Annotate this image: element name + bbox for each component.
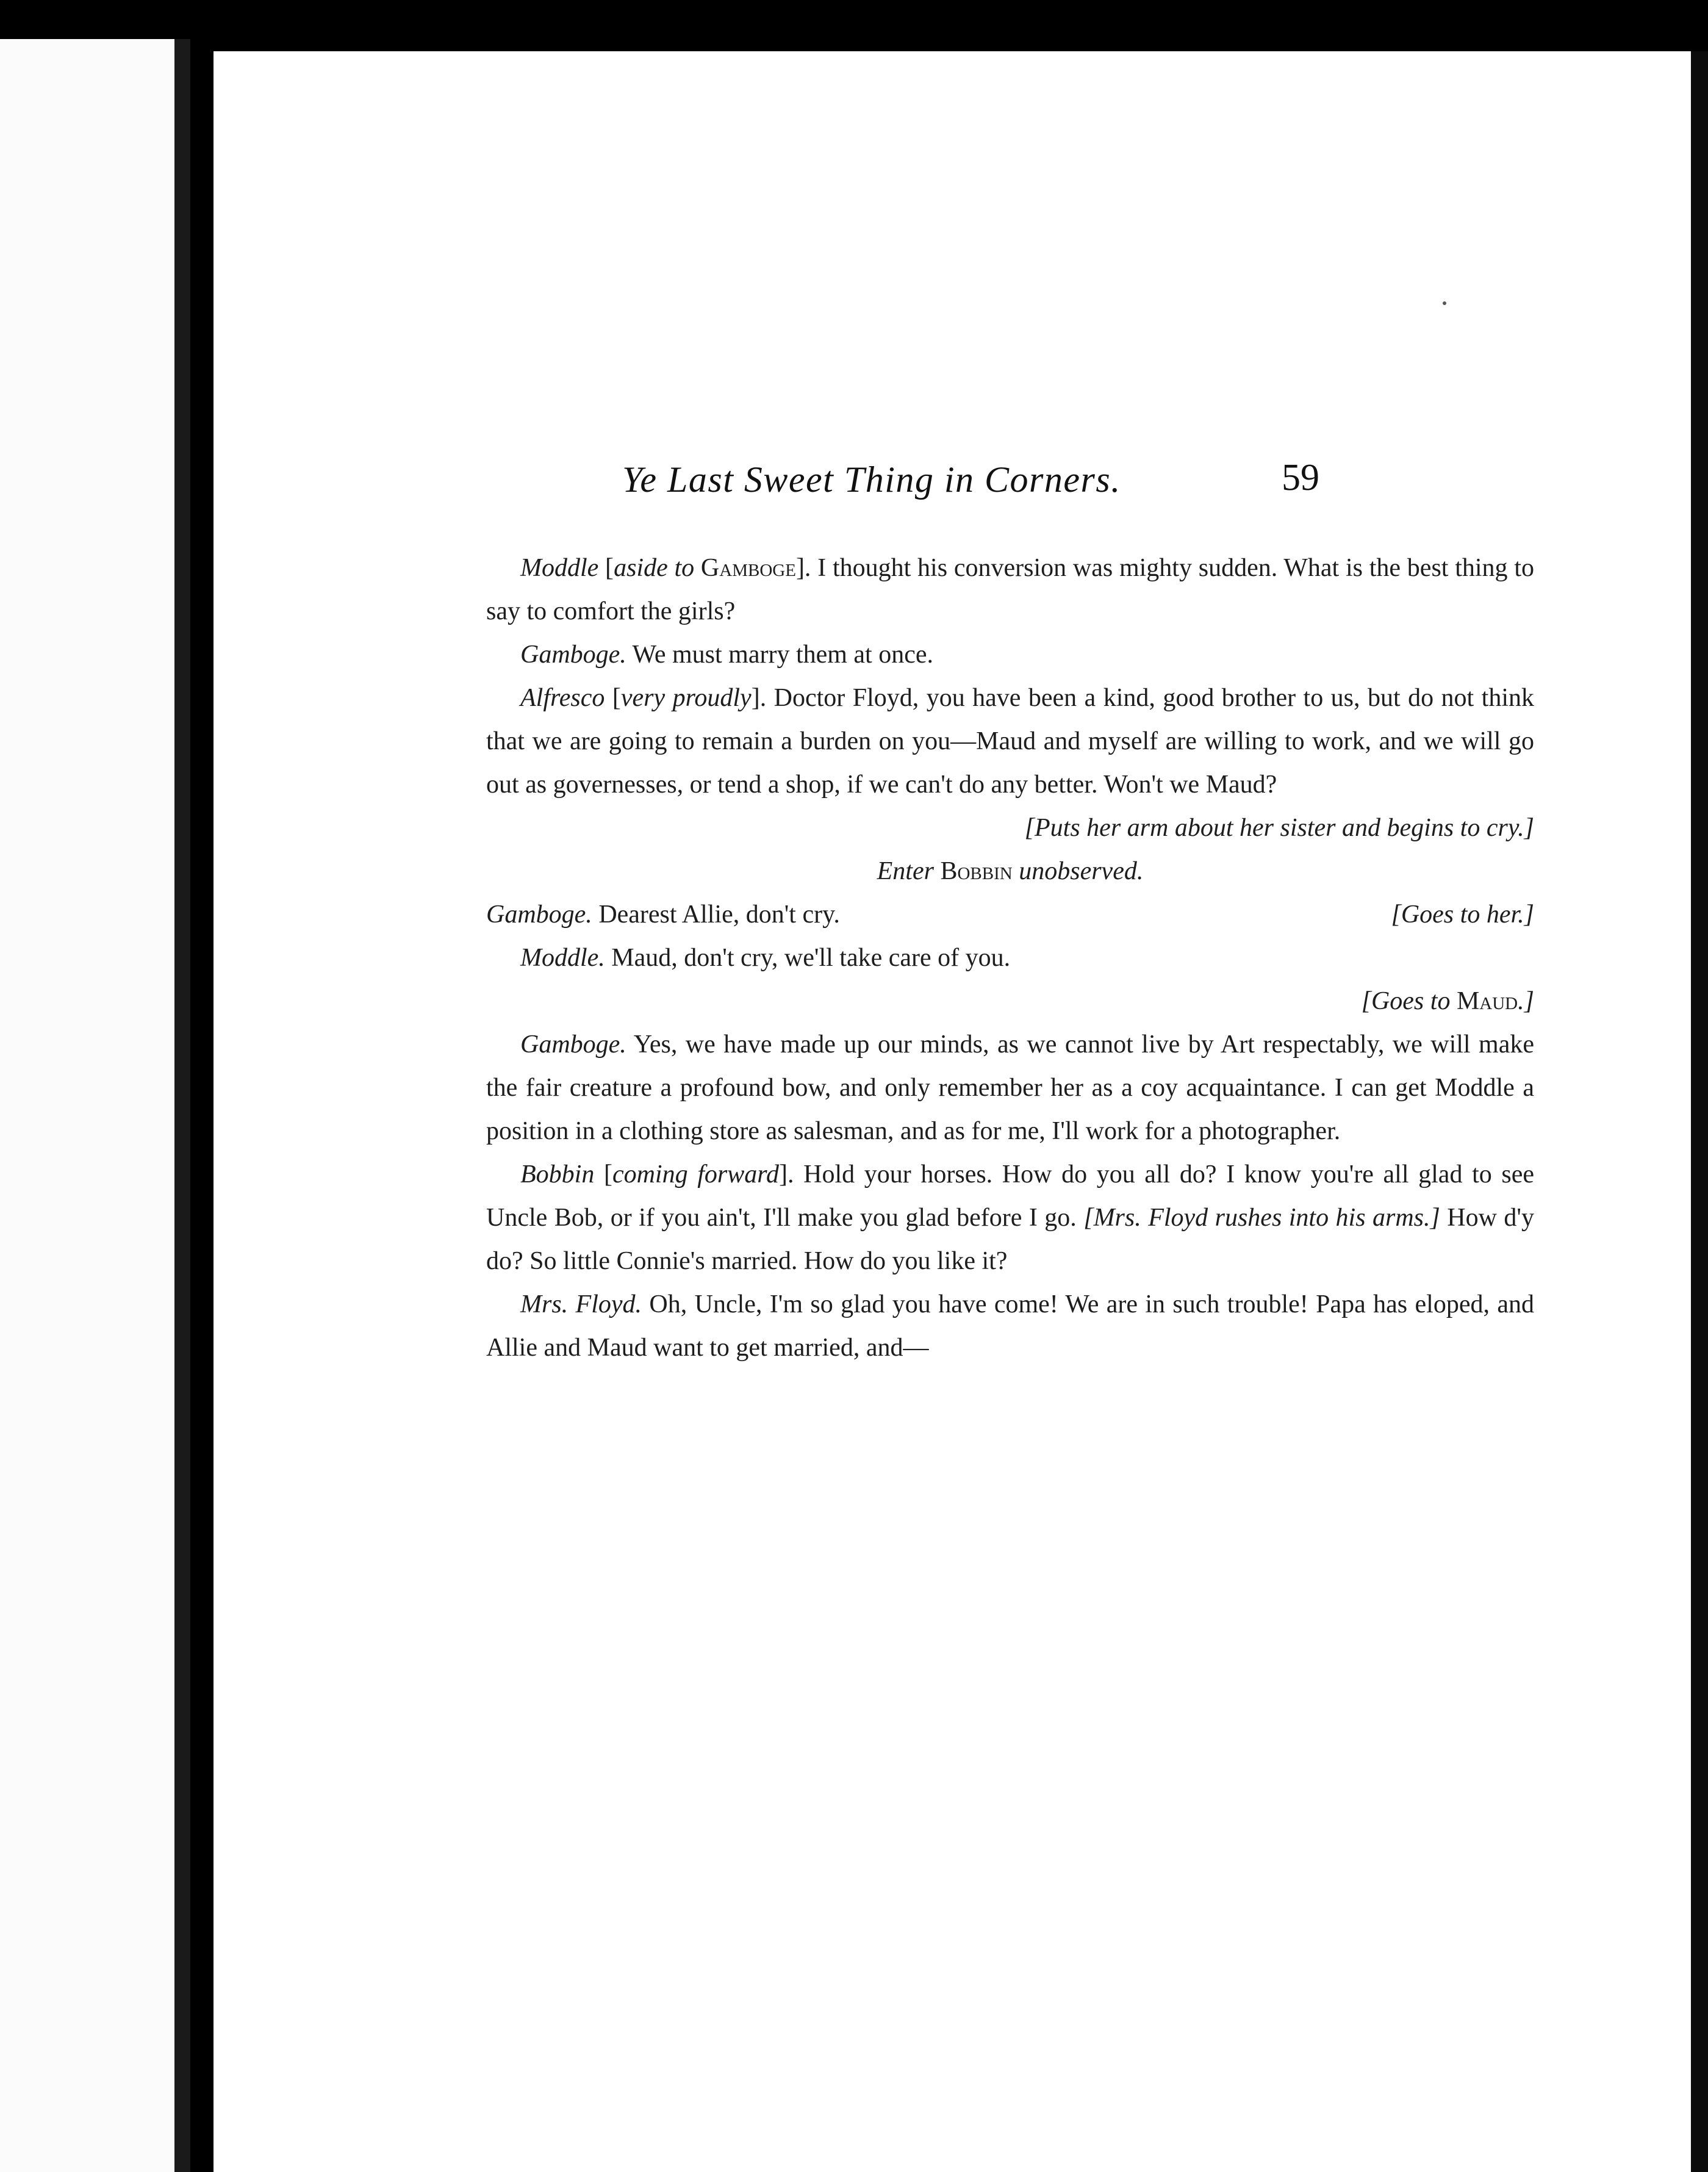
speaker-name: Bobbin [520, 1160, 595, 1188]
speech-alfresco: Alfresco [very proudly]. Doctor Floyd, you have been a kind, good brother to us, but do not think that we are going to remain a burden on you—Maud and myself are willing to work, and we will go out as governesses, or tend a shop, if we can't do any better. Won't we Maud? [486, 684, 1534, 799]
speaker-name: Gamboge. [520, 1030, 626, 1059]
speaker-name: Mrs. Floyd. [520, 1290, 642, 1318]
stage-direction: [Goes to her.] [1391, 901, 1534, 929]
scan-right-border [1691, 51, 1708, 2172]
speech-gamboge-2 [486, 893, 1534, 937]
speech-text: Oh, Uncle, I'm so glad you have come! We are in such trouble! Papa has eloped, and Allie and Maud want to get married, and— [486, 1290, 1534, 1362]
speaker-name: Gamboge. [520, 641, 626, 669]
speaker-name: Moddle [520, 554, 599, 582]
page-number: 59 [1282, 457, 1319, 498]
stage-direction-cry: [Puts her arm about her sister and begins to cry.] [1024, 814, 1534, 842]
stage-direction: [Mrs. Floyd rushes into his arms.] [1076, 1204, 1440, 1232]
speech-text: Yes, we have made up our minds, as we cannot live by Art respectably, we will make the fair creature a profound bow, and only remember her as a coy acquaintance. I can get Moddle a position in a clothing store as salesman, and as for me, I'll work for a photographer. [486, 1030, 1534, 1145]
speech-bobbin: Bobbin [coming forward]. Hold your horses. How do you all do? I know you're all glad to see Uncle Bob, or if you ain't, I'll make you glad before I go. [Mrs. Floyd rushes into his arms.] How d'y do? So little Connie's married. How do you like it? [486, 1160, 1534, 1275]
page-text [486, 547, 1534, 1370]
speech-text: Doctor Floyd, you have been a kind, good brother to us, but do not think that we are going to remain a burden on you—Maud and myself are willing to work, and we will go out as governesses, or tend a shop, if we can't do any better. Won't we Maud? [486, 684, 1534, 799]
speech-text: We must marry them at once. [626, 641, 934, 669]
book-gutter [174, 39, 190, 2172]
speaker-name: Alfresco [520, 684, 605, 712]
speech-gamboge-3 [486, 1023, 1534, 1153]
speaker-name: Moddle. [520, 944, 605, 972]
stage-cue: aside to [614, 554, 695, 582]
stage-cue: coming forward [612, 1160, 780, 1188]
running-head [214, 441, 1691, 514]
speech-moddle-1: Moddle [aside to Gamboge]. I thought his conversion was mighty sudden. What is the best thing to say to comfort the girls? [486, 554, 1534, 625]
ink-speck [1443, 301, 1446, 305]
running-title: Ye Last Sweet Thing in Corners. [622, 459, 1121, 500]
speech-gamboge-1 [486, 633, 1534, 677]
stage-direction-goes-to-maud: [Goes to Maud.] [1361, 987, 1534, 1015]
speaker-name: Gamboge. [486, 901, 592, 929]
speech-moddle-2 [486, 937, 1534, 980]
speech-text: Dearest Allie, don't cry. [592, 901, 840, 929]
cue-name: Gamboge [700, 554, 796, 582]
book-page [214, 51, 1691, 2172]
speech-text: I thought his conversion was mighty sudden. What is the best thing to say to comfort the girls? [486, 554, 1534, 625]
speech-text: How d'y do? So little Connie's married. How do you like it? [486, 1204, 1534, 1275]
cue-name: Maud [1456, 987, 1518, 1015]
stage-direction-enter: Enter Bobbin unobserved. [877, 857, 1144, 885]
facing-page-edge [0, 39, 190, 2172]
cue-name: Bobbin [940, 857, 1013, 885]
speech-text: Hold your horses. How do you all do? I know you're all glad to see Uncle Bob, or if you ain't, I'll make you glad before I go. [486, 1160, 1534, 1232]
speech-text: Maud, don't cry, we'll take care of you. [605, 944, 1011, 972]
speech-mrs-floyd [486, 1283, 1534, 1370]
stage-cue: very proudly [620, 684, 752, 712]
